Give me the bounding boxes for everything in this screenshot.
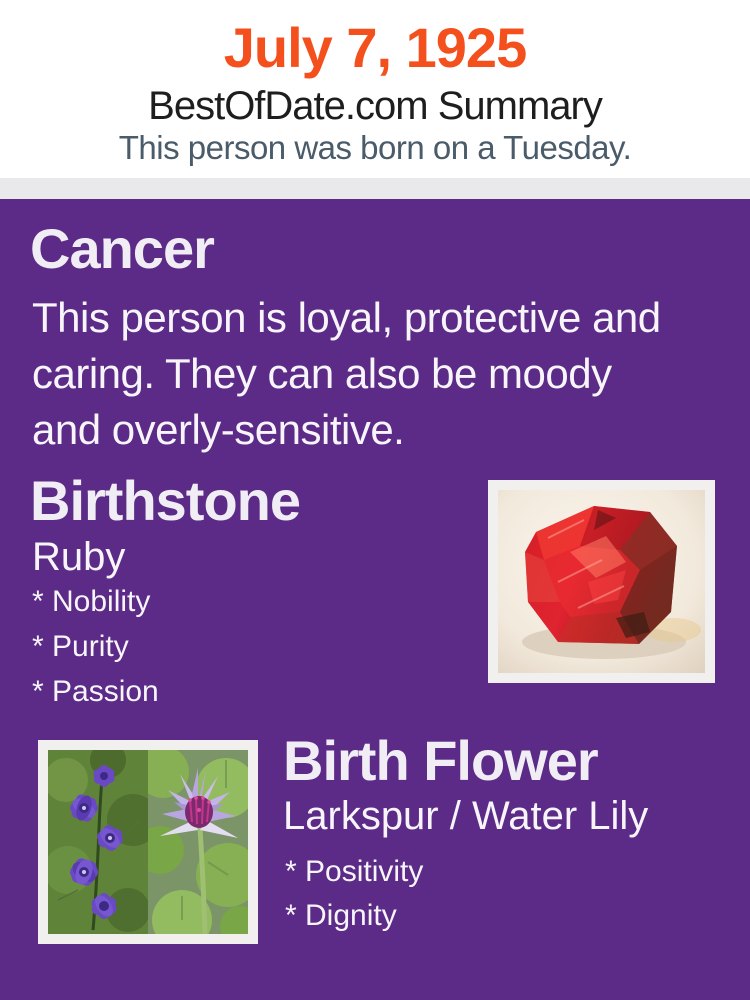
birth-flower-trait-list [285, 850, 423, 938]
birthstone-photo-frame [488, 480, 715, 683]
birthstone-name: Ruby [32, 535, 126, 579]
birthstone-trait: * Purity [32, 630, 129, 663]
date-heading: July 7, 1925 [223, 16, 527, 79]
birth-flower-heading: Birth Flower [283, 729, 598, 792]
zodiac-sign-heading: Cancer [30, 217, 214, 280]
water-lily-photo [148, 750, 248, 934]
birth-flower-trait: * Positivity [285, 855, 424, 888]
ruby-gemstone-photo [498, 490, 705, 673]
day-of-week-note: This person was born on a Tuesday. [118, 129, 632, 166]
zodiac-description: This person is loyal, protective and caring. They can also be moody and overly-sensitive. [32, 294, 661, 453]
birthstone-heading: Birthstone [30, 469, 300, 532]
birth-flower-trait: * Dignity [285, 899, 397, 932]
birth-flower-photo-frame [38, 740, 258, 944]
larkspur-photo [48, 750, 148, 934]
birthstone-trait: * Passion [32, 675, 159, 708]
main-purple-section [0, 199, 750, 1000]
site-summary-title: BestOfDate.com Summary [148, 84, 602, 128]
birth-flower-name: Larkspur / Water Lily [283, 794, 649, 838]
birthstone-trait-list [32, 579, 159, 714]
header-divider [0, 178, 750, 199]
birthstone-trait: * Nobility [32, 585, 151, 618]
